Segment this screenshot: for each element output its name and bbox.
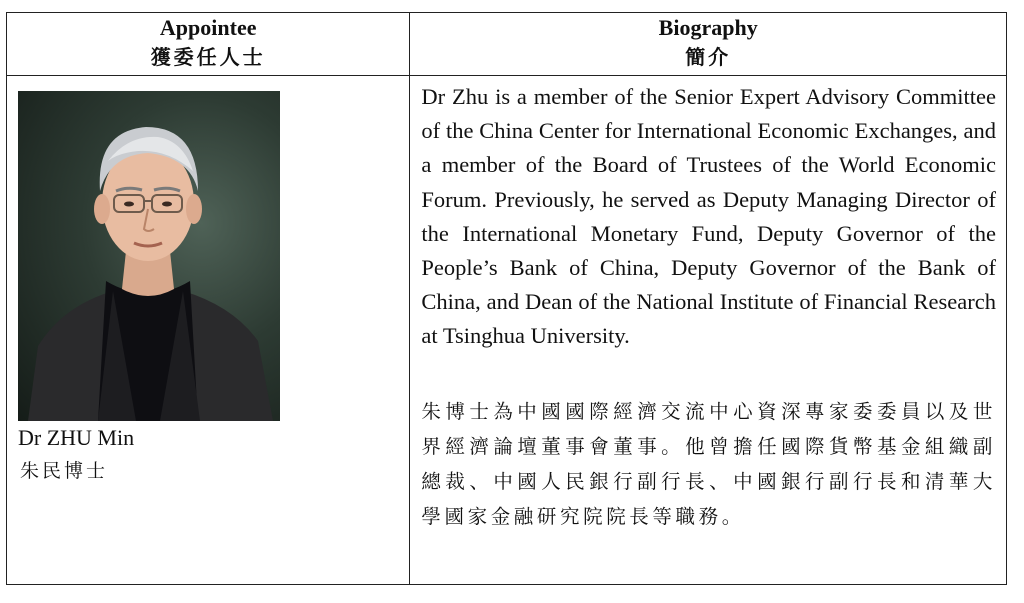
portrait-illustration	[18, 91, 280, 421]
biography-header	[410, 13, 1007, 76]
appointee-header	[7, 13, 410, 76]
appointee-header-zh: 獲委任人士	[150, 45, 266, 69]
header-row	[7, 13, 1007, 76]
appointee-header-en: Appointee	[159, 15, 257, 40]
biography-cell	[410, 76, 1007, 585]
biography-chinese: 朱博士為中國國際經濟交流中心資深專家委委員以及世界經濟論壇董事會董事。他曾擔任國際貨幣基金組織副總裁、中國人民銀行副行長、中國銀行副行長和清華大學國家金融研究院院長等職務。	[421, 399, 996, 528]
biography-english: Dr Zhu is a member of the Senior Expert Advisory Committee of the China Center for International Economic Exchanges, and a member of the Board of Trustees of the World Economic Forum. Previously, he served as Deputy Managing Director of the International Monetary Fund, Deputy Governor of the People’s Bank of China, Deputy Governor of the Bank of China, and Dean of the National Institute of Financial Research at Tsinghua University.	[421, 84, 996, 349]
appointee-cell	[7, 76, 410, 585]
portrait-photo	[18, 91, 280, 421]
biography-header-zh: 簡介	[685, 45, 732, 69]
content-row	[7, 76, 1007, 585]
appointee-name-zh: 朱民博士	[20, 460, 109, 482]
appointee-name-en: Dr ZHU Min	[18, 425, 135, 450]
appointee-table	[6, 12, 1007, 585]
biography-header-en: Biography	[658, 15, 758, 40]
